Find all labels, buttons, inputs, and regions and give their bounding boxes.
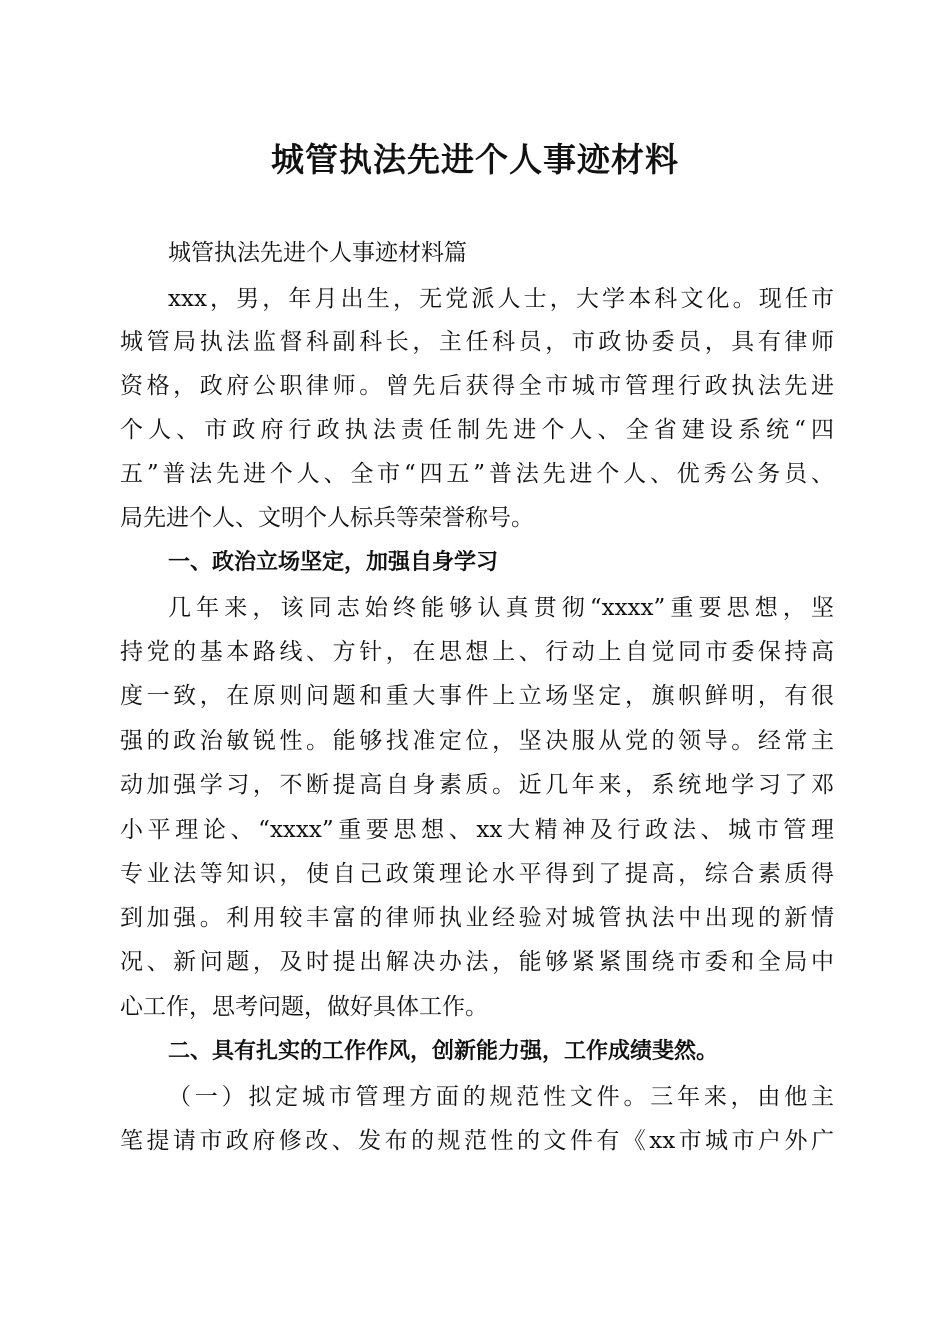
intro-line: 城管局执法监督科副科长，主任科员，市政协委员，具有律师 [120,329,834,355]
section1-line: 到加强。利用较丰富的律师执业经验对城管执法中出现的新情 [120,905,834,931]
section-heading-2: 二、具有扎实的工作作风，创新能力强，工作成绩斐然。 [168,1039,719,1064]
section1-line: 心工作，思考问题，做好具体工作。 [120,994,488,1020]
intro-line: 五”普法先进个人、全市“四五”普法先进个人、优秀公务员、 [120,461,834,487]
intro-line: 资格，政府公职律师。曾先后获得全市城市管理行政执法先进 [120,373,834,399]
section2-line: （一）拟定城市管理方面的规范性文件。三年来，由他主 [168,1084,834,1110]
section1-line: 况、新问题，及时提出解决办法，能够紧紧围绕市委和全局中 [120,949,834,975]
subtitle: 城管执法先进个人事迹材料篇 [168,240,467,266]
section-heading-1: 一、政治立场坚定，加强自身学习 [168,550,499,575]
section1-line: 持党的基本路线、方针，在思想上、行动上自觉同市委保持高 [120,639,834,665]
intro-line: 个人、市政府行政执法责任制先进个人、全省建设系统“四 [120,417,834,443]
section1-line: 小平理论、“xxxx”重要思想、xx大精神及行政法、城市管理 [120,817,834,843]
document-title: 城管执法先进个人事迹材料 [271,140,679,179]
section1-line: 几年来，该同志始终能够认真贯彻“xxxx”重要思想，坚 [168,595,834,621]
intro-line: xxx，男，年月出生，无党派人士，大学本科文化。现任市 [168,286,834,312]
section2-line: 笔提请市政府修改、发布的规范性的文件有《xx市城市户外广 [120,1128,834,1154]
section1-line: 强的政治敏锐性。能够找准定位，坚决服从党的领导。经常主 [120,728,834,754]
section1-line: 动加强学习，不断提高自身素质。近几年来，系统地学习了邓 [120,772,834,798]
section1-line: 度一致，在原则问题和重大事件上立场坚定，旗帜鲜明，有很 [120,683,834,709]
section1-line: 专业法等知识，使自己政策理论水平得到了提高，综合素质得 [120,861,834,887]
intro-line: 局先进个人、文明个人标兵等荣誉称号。 [120,505,534,531]
